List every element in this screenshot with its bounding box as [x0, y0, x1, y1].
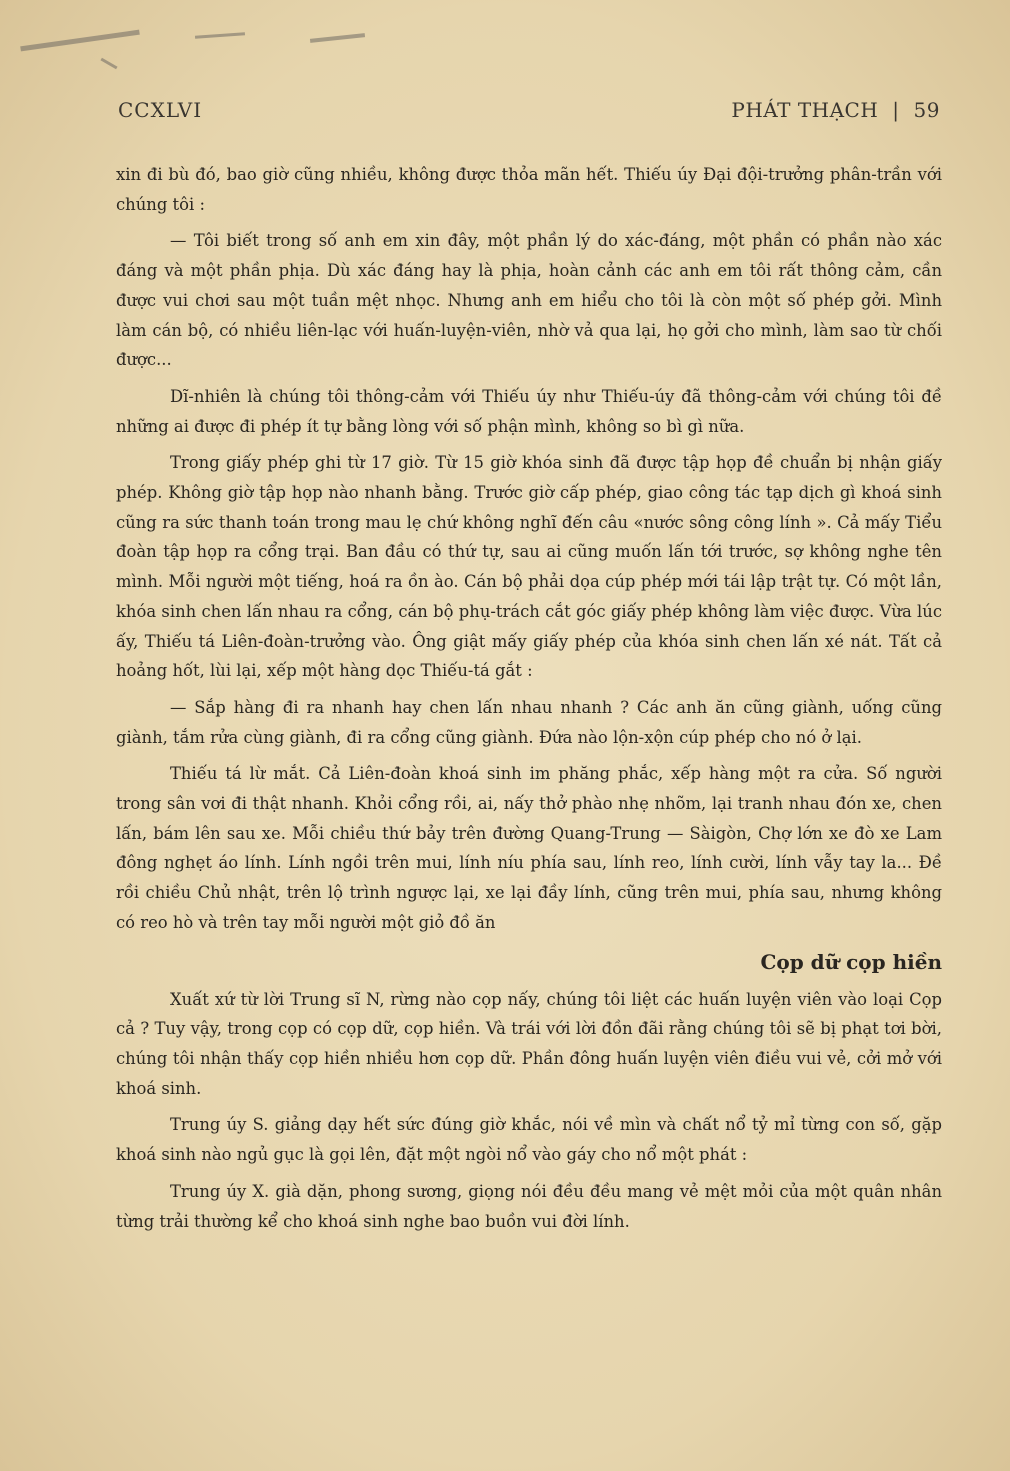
header-separator: | [892, 98, 900, 122]
ink-smudge [195, 32, 245, 38]
paragraph: Trong giấy phép ghi từ 17 giờ. Từ 15 giờ khóa sinh đã được tập họp đề chuẩn bị nhận giấy phép. Không giờ tập họp nào nhanh bằng. Trước giờ cấp phép, giao công tác tạp dịch gì khoá sinh cũng ra sức thanh toán trong mau lẹ chứ không nghĩ đến câu «nước sông công lính ». Cả mấy Tiểu đoàn tập họp ra cổng trại. Ban đầu có thứ tự, sau ai cũng muốn lấn tới trước, sợ không nghe tên mình. Mỗi người một tiếng, hoá ra ồn ào. Cán bộ phải dọa cúp phép mới tái lập trật tự. Có một lần, khóa sinh chen lấn nhau ra cổng, cán bộ phụ-trách cắt góc giấy phép không làm việc được. Vừa lúc ấy, Thiếu tá Liên-đoàn-trưởng vào. Ông giật mấy giấy phép của khóa sinh chen lấn xé nát. Tất cả hoảng hốt, lùi lại, xếp một hàng dọc Thiếu-tá gắt : [116, 453, 942, 681]
page-number: 59 [913, 98, 940, 122]
running-title [731, 98, 940, 122]
paragraph: — Sắp hàng đi ra nhanh hay chen lấn nhau nhanh ? Các anh ăn cũng giành, uống cũng giành, tắm rửa cùng giành, đi ra cổng cũng giành. Đứa nào lộn-xộn cúp phép cho nó ở lại. [116, 697, 942, 747]
book-title: PHÁT THẠCH [731, 98, 879, 122]
page-body [116, 160, 942, 1243]
paragraph: — Tôi biết trong số anh em xin đây, một phần lý do xác-đáng, một phần có phần nào xác đáng và một phần phịa. Dù xác đáng hay là phịa, hoàn cảnh các anh em tôi rất thông cảm, cần được vui chơi sau một tuần mệt nhọc. Nhưng anh em hiểu cho tôi là còn một số phép gởi. Mình làm cán bộ, có nhiều liên-lạc với huấn-luyện-viên, nhờ vả qua lại, họ gởi cho mình, làm sao từ chối được... [116, 231, 942, 370]
paragraph: Thiếu tá lừ mắt. Cả Liên-đoàn khoá sinh im phăng phắc, xếp hàng một ra cửa. Số người trong sân vơi đi thật nhanh. Khỏi cổng rồi, ai, nấy thở phào nhẹ nhõm, lại tranh nhau đón xe, chen lấn, bám lên sau xe. Mỗi chiều thứ bảy trên đường Quang-Trung — Sàigòn, Chợ lớn xe đò xe Lam đông nghẹt áo lính. Lính ngồi trên mui, lính níu phía sau, lính reo, lính cười, lính vẫy tay la... Đề rồi chiều Chủ nhật, trên lộ trình ngược lại, xe lại đầy lính, cũng trên mui, phía sau, nhưng không có reo hò và trên tay mỗi người một giỏ đồ ăn [116, 764, 942, 932]
ink-smudge [20, 30, 140, 52]
section-heading: Cọp dữ cọp hiền [760, 949, 942, 974]
paragraph: Trung úy X. già dặn, phong sương, giọng nói đều đều mang vẻ mệt mỏi của một quân nhân từng trải thường kể cho khoá sinh nghe bao buồn vui đời lính. [116, 1181, 942, 1231]
ink-smudge [100, 58, 117, 70]
page-header [118, 98, 940, 128]
ink-smudge [310, 33, 365, 43]
paragraph: Dĩ-nhiên là chúng tôi thông-cảm với Thiếu úy như Thiếu-úy đã thông-cảm với chúng tôi đề những ai được đi phép ít tự bằng lòng với số phận mình, không so bì gì nữa. [116, 386, 942, 436]
paragraph: xin đi bù đó, bao giờ cũng nhiều, không được thỏa mãn hết. Thiếu úy Đại đội-trưởng phân-trần với chúng tôi : [116, 165, 942, 214]
chapter-number: CCXLVI [118, 98, 203, 122]
paragraph: Xuất xứ từ lời Trung sĩ N, rừng nào cọp nấy, chúng tôi liệt các huấn luyện viên vào loại Cọp cả ? Tuy vậy, trong cọp có cọp dữ, cọp hiền. Và trái với lời đồn đãi rằng chúng tôi sẽ bị phạt tơi bời, chúng tôi nhận thấy cọp hiền nhiều hơn cọp dữ. Phần đông huấn luyện viên điều vui vẻ, cởi mở với khoá sinh. [116, 989, 942, 1098]
paragraph: Trung úy S. giảng dạy hết sức đúng giờ khắc, nói về mìn và chất nổ tỷ mỉ từng con số, gặp khoá sinh nào ngủ gục là gọi lên, đặt một ngòi nổ vào gáy cho nổ một phát : [116, 1115, 942, 1165]
